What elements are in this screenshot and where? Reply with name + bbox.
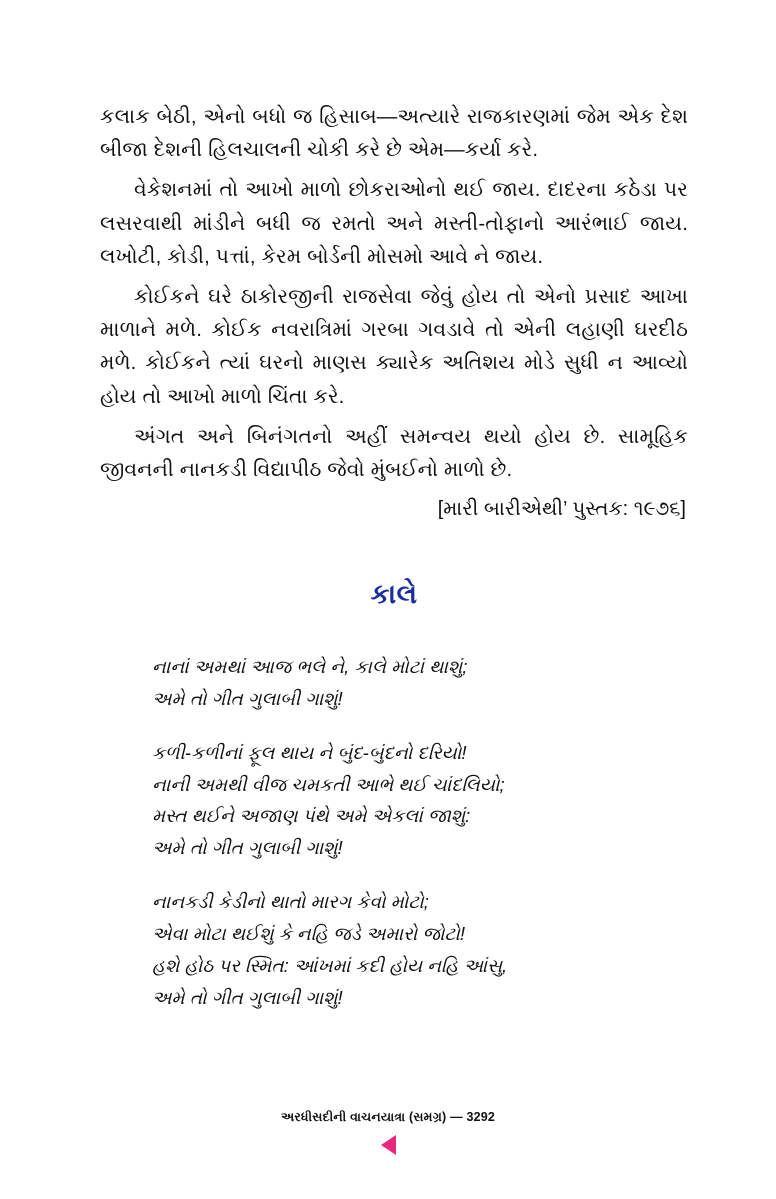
- source-citation: [મારી બારીએથી’ પુસ્તક: ૧૯૭૬]: [437, 498, 686, 521]
- poem-stanza: [152, 886, 688, 1013]
- poem-line: એવા મોટા થઈશું કે નહિ જડે અમારો જોટો!: [152, 922, 466, 944]
- paragraph: અંગત અને બિનંગતનો અહીં સમન્વય થયો હોય છે. સામૂહિક જીવનની નાનકડી વિદ્યાપીઠ જેવો મુંબઈનો માળો છે.: [100, 424, 688, 482]
- triangle-left-icon: [381, 1135, 396, 1155]
- paragraph: કોઈકને ઘરે ઠાકોરજીની રાજસેવા જેવું હોય તો એનો પ્રસાદ આખા માળાને મળે. કોઈક નવરાત્રિમાં ગરબા ગવડાવે તો એની લહાણી ઘરદીઠ મળે. કોઈકને ત્યાં ઘરનો માણસ ક્યારેક અતિશય મોડે સુધી ન આવ્યો હોય તો આખો માળો ચિંતા કરે.: [100, 285, 688, 408]
- page-footer: અરધીસદીની વાચનયાત્રા (સમગ્ર) — 3292: [280, 1110, 496, 1124]
- poem-line: નાનાં અમથાં આજ ભલે ને, કાલે મોટાં થાશું;: [152, 656, 468, 678]
- poem-line: અમે તો ગીત ગુલાબી ગાશું!: [152, 986, 343, 1008]
- poem-body: [100, 651, 688, 1013]
- paragraph: કલાક બેઠી, એનો બધો જ હિસાબ—અત્યારે રાજકારણમાં જેમ એક દેશ બીજા દેશની હિલચાલની ચોકી કરે છે એમ—કર્યા કરે.: [100, 105, 688, 162]
- body-text: [100, 100, 688, 486]
- poem-line: હશે હોઠ પર સ્મિત: આંખમાં કદી હોય નહિ આંસુ,: [152, 954, 508, 976]
- poem-line: મસ્ત થઈને અજાણ પંથે અમે એકલાં જાશું:: [152, 805, 471, 827]
- poem-line: અમે તો ગીત ગુલાબી ગાશું!: [152, 837, 343, 859]
- poem-line: અમે તો ગીત ગુલાબી ગાશું!: [152, 688, 343, 710]
- poem-line: નાની અમથી વીજ ચમકતી આભે થઈ ચાંદલિયો;: [152, 773, 505, 795]
- poem-line: નાનકડી કેડીનો થાતો મારગ કેવો મોટો;: [152, 891, 429, 913]
- poem-stanza: [152, 651, 688, 715]
- paragraph: વેકેશનમાં તો આખો માળો છોકરાઓનો થઈ જાય. દાદરના કઠેડા પર લસરવાથી માંડીને બધી જ રમતો અને મસ્તી-તોફાનો આરંભાઈ જાય. લખોટી, કોડી, પત્તાં, કેરમ બોર્ડની મોસમો આવે ને જાય.: [100, 178, 688, 268]
- page-marker: [0, 1135, 776, 1155]
- poem-stanza: [152, 737, 688, 864]
- poem-title: કાલે: [370, 579, 418, 610]
- poem-line: કળી-કળીનાં ફૂલ થાય ને બુંદ-બુંદનો દરિયો!: [152, 741, 467, 763]
